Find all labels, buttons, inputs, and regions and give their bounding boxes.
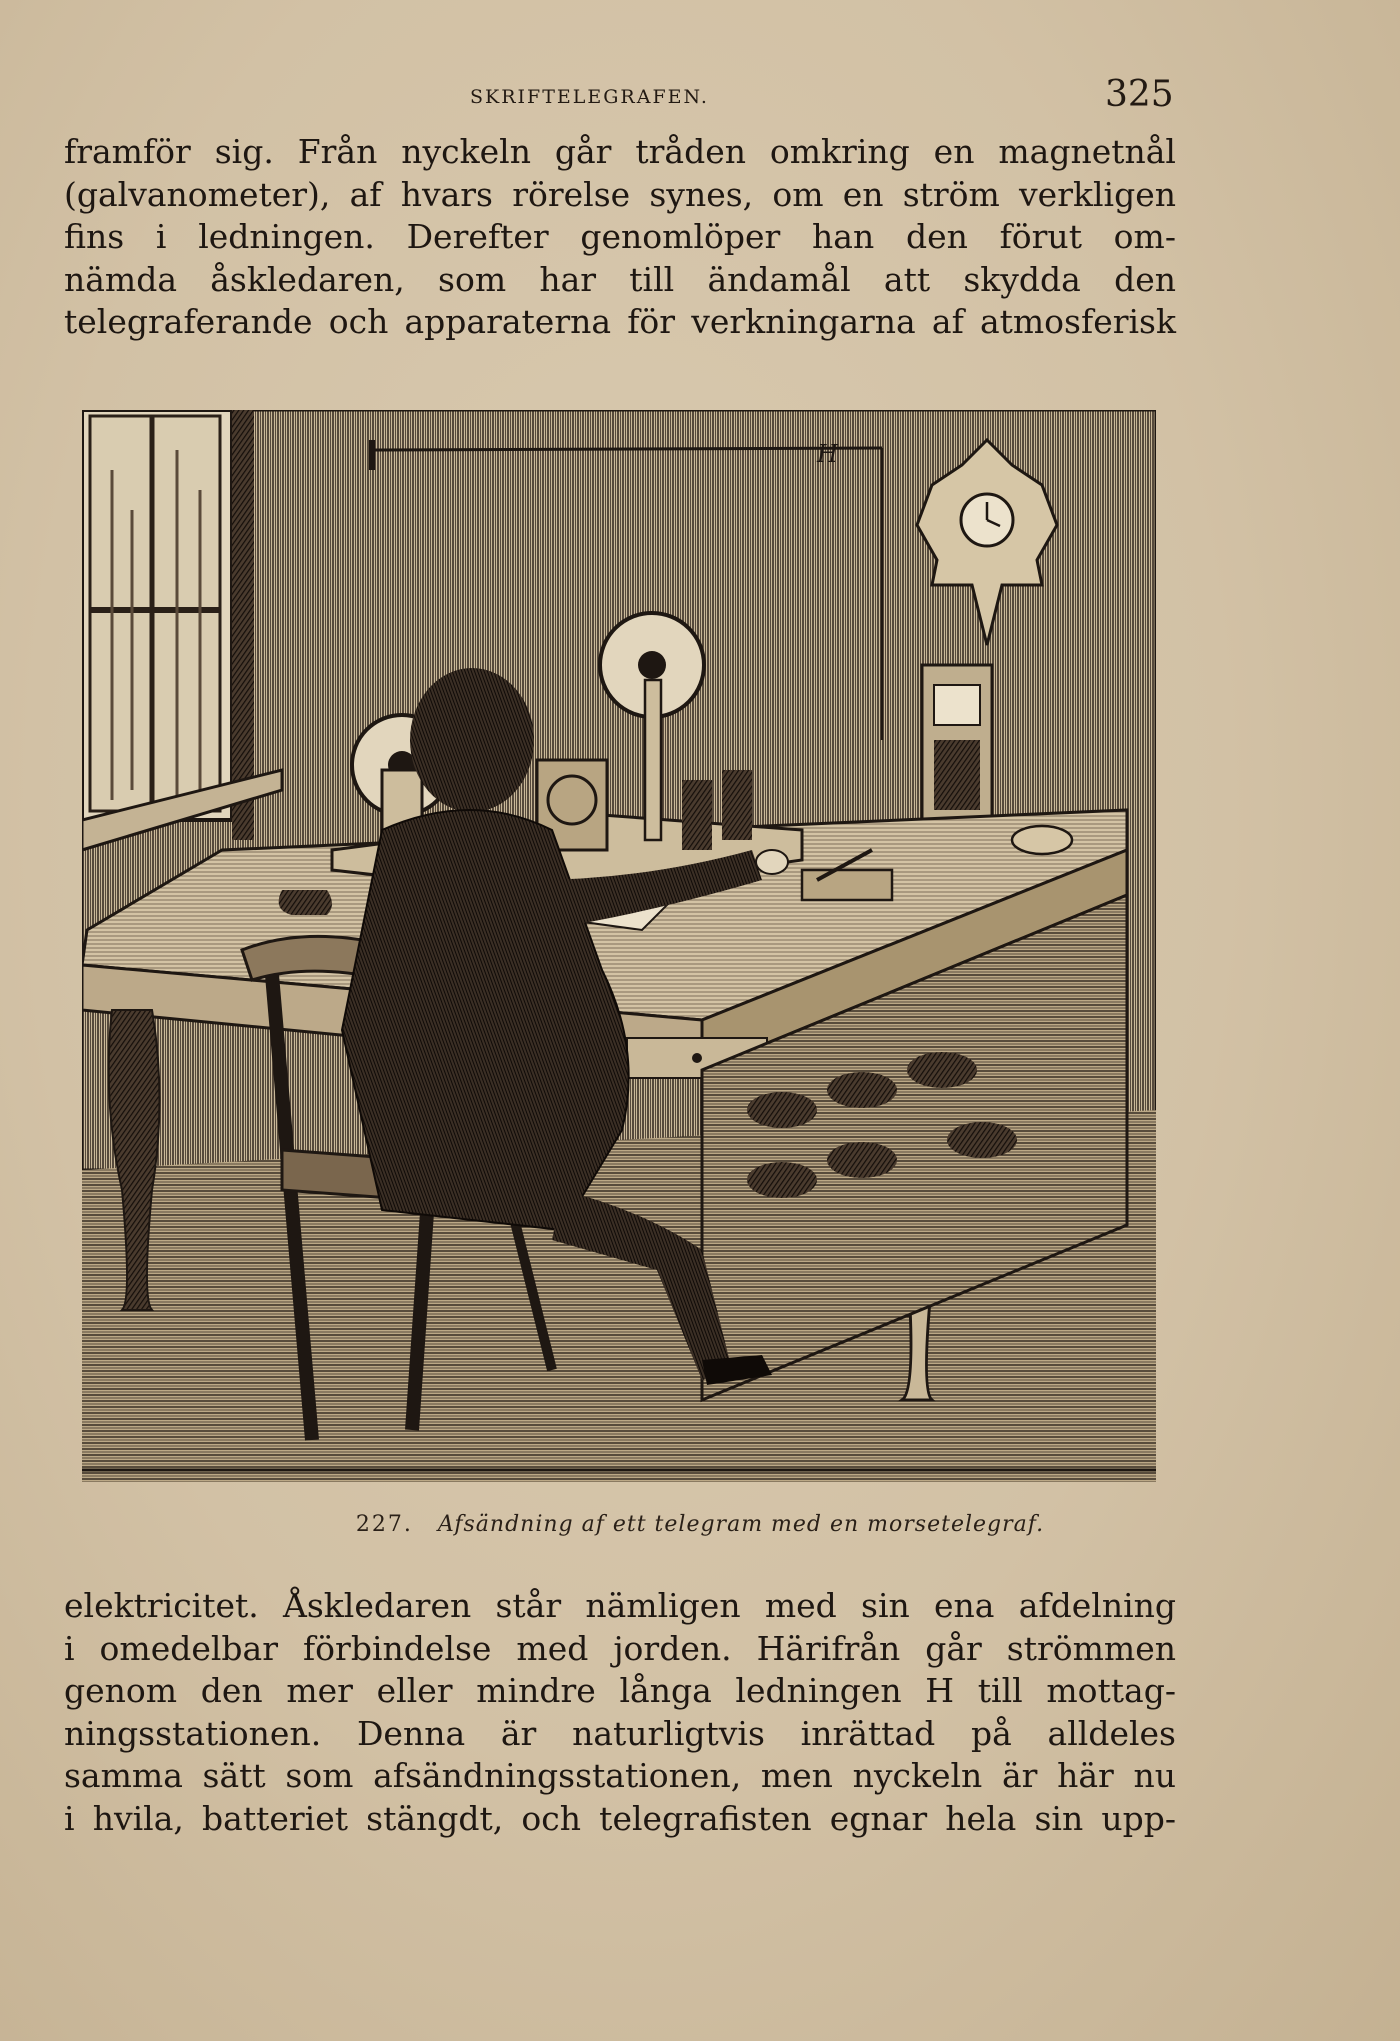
- caption-number: 227.: [355, 1512, 413, 1537]
- text-line: nämda åskledaren, som har till ändamål att skydda den: [64, 259, 1176, 299]
- text-line: telegraferande och apparaterna för verkningarna af atmosferisk: [64, 302, 1176, 341]
- running-head: [0, 74, 1400, 114]
- engraving-figure: [82, 410, 1156, 1482]
- top-paragraph: [64, 131, 1176, 344]
- text-line: i hvila, batteriet stängdt, och telegrafisten egnar hela sin upp-: [64, 1798, 1176, 1838]
- text-line: ningsstationen. Denna är naturligtvis inrättad på alldeles: [64, 1713, 1176, 1753]
- text-line: (galvanometer), af hvars rörelse synes, om en ström verkligen: [64, 174, 1176, 214]
- window: [82, 410, 282, 850]
- bottom-paragraph: [64, 1585, 1176, 1840]
- text-line: elektricitet. Åskledaren står nämligen med sin ena afdelning: [64, 1586, 1176, 1625]
- text-line: framför sig. Från nyckeln går tråden omkring en magnetnål: [64, 132, 1176, 171]
- text-line: samma sätt som afsändningsstationen, men nyckeln är här nu: [64, 1756, 1176, 1795]
- caption-text: Afsändning af ett telegram med en morsetelegraf.: [437, 1512, 1045, 1537]
- running-title: SKRIFTELEGRAFEN.: [470, 86, 709, 108]
- text-line: fins i ledningen. Derefter genomlöper han den förut om-: [64, 217, 1176, 256]
- telegraph-office-illustration: [82, 410, 1156, 1482]
- text-line: i omedelbar förbindelse med jorden. Härifrån går strömmen: [64, 1628, 1176, 1668]
- wire-label: H: [817, 440, 838, 468]
- text-line: genom den mer eller mindre långa ledningen H till mottag-: [64, 1671, 1176, 1710]
- figure-caption: [0, 1512, 1400, 1537]
- page-number: 325: [1105, 74, 1174, 115]
